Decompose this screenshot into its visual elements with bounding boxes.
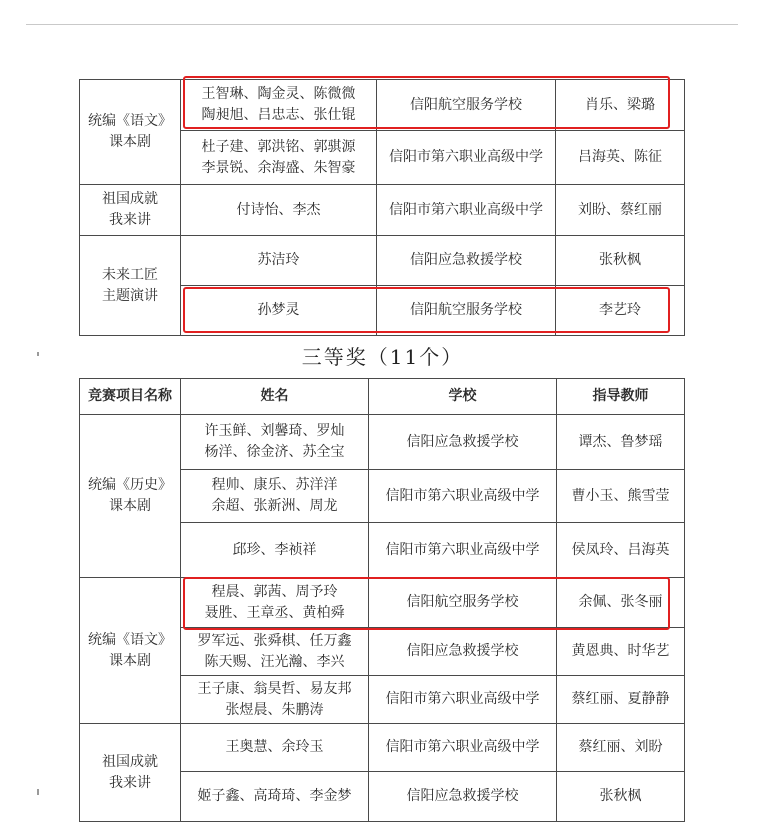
category-cell <box>80 578 181 724</box>
names-cell <box>181 523 369 578</box>
names-line: 余超、张新洲、周龙 <box>211 498 338 514</box>
names-line: 孙梦灵 <box>257 302 300 318</box>
table-row <box>80 415 685 470</box>
category-line: 祖国成就 <box>102 753 158 770</box>
teacher-cell: 刘盼、蔡红丽 <box>556 185 685 236</box>
teacher-cell: 蔡红丽、夏静静 <box>557 676 685 724</box>
category-cell <box>80 185 181 236</box>
teacher-cell: 谭杰、鲁梦瑶 <box>557 415 685 470</box>
names-cell <box>181 724 369 772</box>
names-cell <box>181 236 377 286</box>
teacher-cell: 黄恩典、时华艺 <box>557 628 685 676</box>
category-line: 统编《语文》 <box>88 113 172 129</box>
teacher-cell: 曹小玉、熊雪莹 <box>557 470 685 523</box>
header-teacher: 指导教师 <box>557 379 685 415</box>
category-line: 课本剧 <box>109 652 151 669</box>
table-row <box>80 185 685 236</box>
school-cell: 信阳航空服务学校 <box>377 286 556 336</box>
category-cell <box>80 415 181 578</box>
names-line: 程帅、康乐、苏洋洋 <box>211 477 338 493</box>
names-line: 聂胜、王章丞、黄柏舜 <box>204 604 345 621</box>
names-line: 陶昶旭、吕忠志、张仕锟 <box>201 107 356 123</box>
category-line: 统编《语文》 <box>88 631 172 648</box>
names-line: 付诗怡、李杰 <box>236 201 321 218</box>
table-row <box>80 578 685 628</box>
award-table-continued <box>79 79 685 336</box>
table-row <box>80 724 685 772</box>
school-cell: 信阳应急救援学校 <box>377 236 556 286</box>
names-line: 王子康、翁昊哲、易友邦 <box>197 680 352 697</box>
teacher-cell: 蔡红丽、刘盼 <box>557 724 685 772</box>
school-cell: 信阳航空服务学校 <box>377 80 556 131</box>
scan-speck <box>37 789 39 795</box>
school-cell: 信阳市第六职业高级中学 <box>369 676 557 724</box>
category-line: 祖国成就 <box>102 191 158 207</box>
school-cell: 信阳市第六职业高级中学 <box>377 131 556 185</box>
category-line: 我来讲 <box>109 212 151 228</box>
school-cell: 信阳应急救援学校 <box>369 628 557 676</box>
names-cell <box>181 415 369 470</box>
names-line: 许玉鲜、刘馨琦、罗灿 <box>204 423 345 439</box>
teacher-cell: 李艺玲 <box>556 286 685 336</box>
teacher-cell: 肖乐、梁璐 <box>556 80 685 131</box>
names-cell <box>181 185 377 236</box>
names-line: 罗军远、张舜棋、任万鑫 <box>197 632 352 649</box>
teacher-cell: 张秋枫 <box>556 236 685 286</box>
school-cell: 信阳应急救援学校 <box>369 415 557 470</box>
category-line: 未来工匠 <box>102 266 158 283</box>
table-row <box>80 80 685 131</box>
names-line: 姬子鑫、高琦琦、李金梦 <box>197 788 352 804</box>
names-cell <box>181 628 369 676</box>
teacher-cell: 余佩、张冬丽 <box>557 578 685 628</box>
names-cell <box>181 286 377 336</box>
page-top-rule <box>26 24 738 25</box>
header-category: 竞赛项目名称 <box>80 379 181 415</box>
header-row <box>80 379 685 415</box>
school-cell: 信阳市第六职业高级中学 <box>369 523 557 578</box>
names-line: 邱珍、李祯祥 <box>232 541 317 558</box>
names-line: 陈天赐、汪光瀚、李兴 <box>204 653 345 670</box>
category-line: 主题演讲 <box>102 287 158 304</box>
school-cell: 信阳市第六职业高级中学 <box>377 185 556 236</box>
category-line: 统编《历史》 <box>88 477 172 493</box>
names-line: 杨洋、徐金济、苏全宝 <box>204 444 345 460</box>
category-cell <box>80 80 181 185</box>
school-cell: 信阳航空服务学校 <box>369 578 557 628</box>
names-line: 程晨、郭茜、周予玲 <box>211 583 338 600</box>
teacher-cell: 吕海英、陈征 <box>556 131 685 185</box>
category-line: 课本剧 <box>109 498 151 514</box>
names-line: 王奥慧、余玲玉 <box>225 739 324 755</box>
names-line: 杜子建、郭洪铭、郭骐源 <box>201 138 356 155</box>
names-line: 王智琳、陶金灵、陈微微 <box>201 86 356 102</box>
header-school: 学校 <box>369 379 557 415</box>
category-cell <box>80 724 181 822</box>
category-cell <box>80 236 181 336</box>
school-cell: 信阳市第六职业高级中学 <box>369 470 557 523</box>
names-cell <box>181 80 377 131</box>
section-title-third-prize: 三等奖（11个） <box>301 345 464 369</box>
names-cell <box>181 131 377 185</box>
school-cell: 信阳市第六职业高级中学 <box>369 724 557 772</box>
names-line: 李景锐、余海盛、朱智豪 <box>201 159 356 176</box>
scan-speck <box>37 352 39 356</box>
teacher-cell: 张秋枫 <box>557 772 685 822</box>
names-cell <box>181 676 369 724</box>
table-row <box>80 236 685 286</box>
teacher-cell: 侯凤玲、吕海英 <box>557 523 685 578</box>
names-cell <box>181 578 369 628</box>
category-line: 我来讲 <box>109 774 151 791</box>
names-cell <box>181 772 369 822</box>
names-cell <box>181 470 369 523</box>
third-prize-table <box>79 378 685 822</box>
header-names: 姓名 <box>181 379 369 415</box>
names-line: 苏洁玲 <box>257 252 300 268</box>
category-line: 课本剧 <box>109 134 151 150</box>
names-line: 张煜晨、朱鹏涛 <box>225 701 324 718</box>
school-cell: 信阳应急救援学校 <box>369 772 557 822</box>
